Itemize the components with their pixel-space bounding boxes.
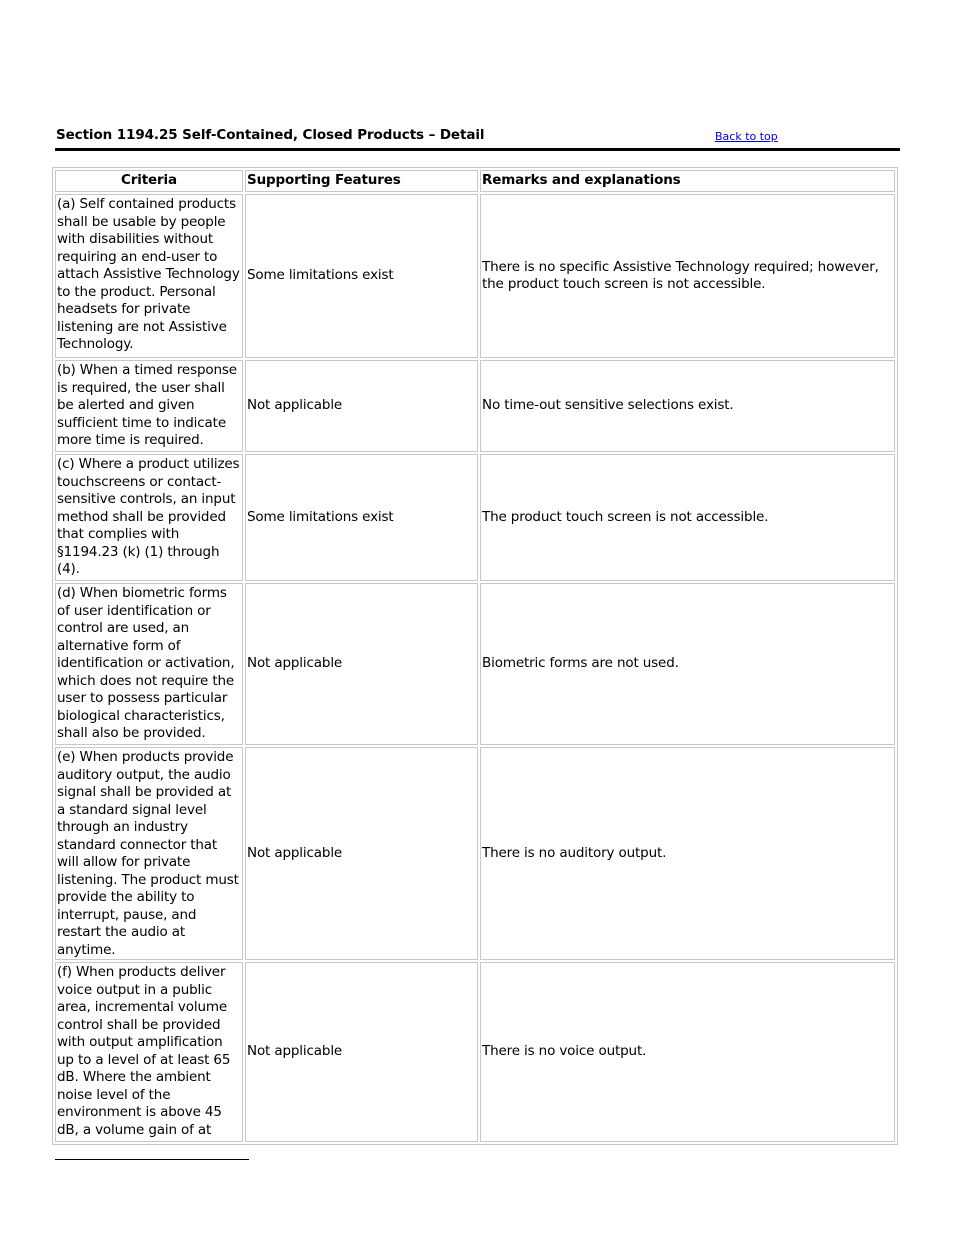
back-to-top-link[interactable]: Back to top	[715, 130, 778, 143]
column-header-remarks: Remarks and explanations	[480, 170, 895, 192]
table-row	[55, 194, 895, 358]
remarks-cell: There is no auditory output.	[480, 747, 895, 960]
table-row	[55, 454, 895, 581]
remarks-cell: There is no specific Assistive Technology required; however, the product touch screen is not accessible.	[480, 194, 895, 358]
supporting-features-cell: Some limitations exist	[245, 194, 478, 358]
criteria-table	[52, 167, 898, 1145]
criteria-cell: (b) When a timed response is required, the user shall be alerted and given sufficient time to indicate more time is required.	[55, 360, 243, 452]
section-header	[55, 126, 900, 151]
column-header-supporting-features: Supporting Features	[245, 170, 478, 192]
footnote-separator	[55, 1159, 249, 1160]
table-row	[55, 962, 895, 1142]
supporting-features-cell: Not applicable	[245, 747, 478, 960]
table-row	[55, 583, 895, 745]
supporting-features-cell: Not applicable	[245, 360, 478, 452]
criteria-cell: (d) When biometric forms of user identification or control are used, an alternative form of identification or activation, which does not require the user to possess particular biological characteristics, shall also be provided.	[55, 583, 243, 745]
supporting-features-cell: Some limitations exist	[245, 454, 478, 581]
column-header-criteria: Criteria	[55, 170, 243, 192]
table-header-row	[55, 170, 895, 192]
table-row	[55, 360, 895, 452]
supporting-features-cell: Not applicable	[245, 583, 478, 745]
section-title: Section 1194.25 Self-Contained, Closed Products – Detail	[56, 127, 485, 143]
table-row	[55, 747, 895, 960]
remarks-cell: Biometric forms are not used.	[480, 583, 895, 745]
supporting-features-cell: Not applicable	[245, 962, 478, 1142]
criteria-cell: (c) Where a product utilizes touchscreens or contact-sensitive controls, an input method shall be provided that complies with §1194.23 (k) (1) through (4).	[55, 454, 243, 581]
criteria-cell: (e) When products provide auditory output, the audio signal shall be provided at a standard signal level through an industry standard connector that will allow for private listening. The product must provide the ability to interrupt, pause, and restart the audio at anytime.	[55, 747, 243, 960]
remarks-cell: The product touch screen is not accessible.	[480, 454, 895, 581]
criteria-cell: (f) When products deliver voice output in a public area, incremental volume control shall be provided with output amplification up to a level of at least 65 dB. Where the ambient noise level of the environment is above 45 dB, a volume gain of at	[55, 962, 243, 1142]
criteria-cell: (a) Self contained products shall be usable by people with disabilities without requiring an end-user to attach Assistive Technology to the product. Personal headsets for private listening are not Assistive Technology.	[55, 194, 243, 358]
remarks-cell: There is no voice output.	[480, 962, 895, 1142]
remarks-cell: No time-out sensitive selections exist.	[480, 360, 895, 452]
